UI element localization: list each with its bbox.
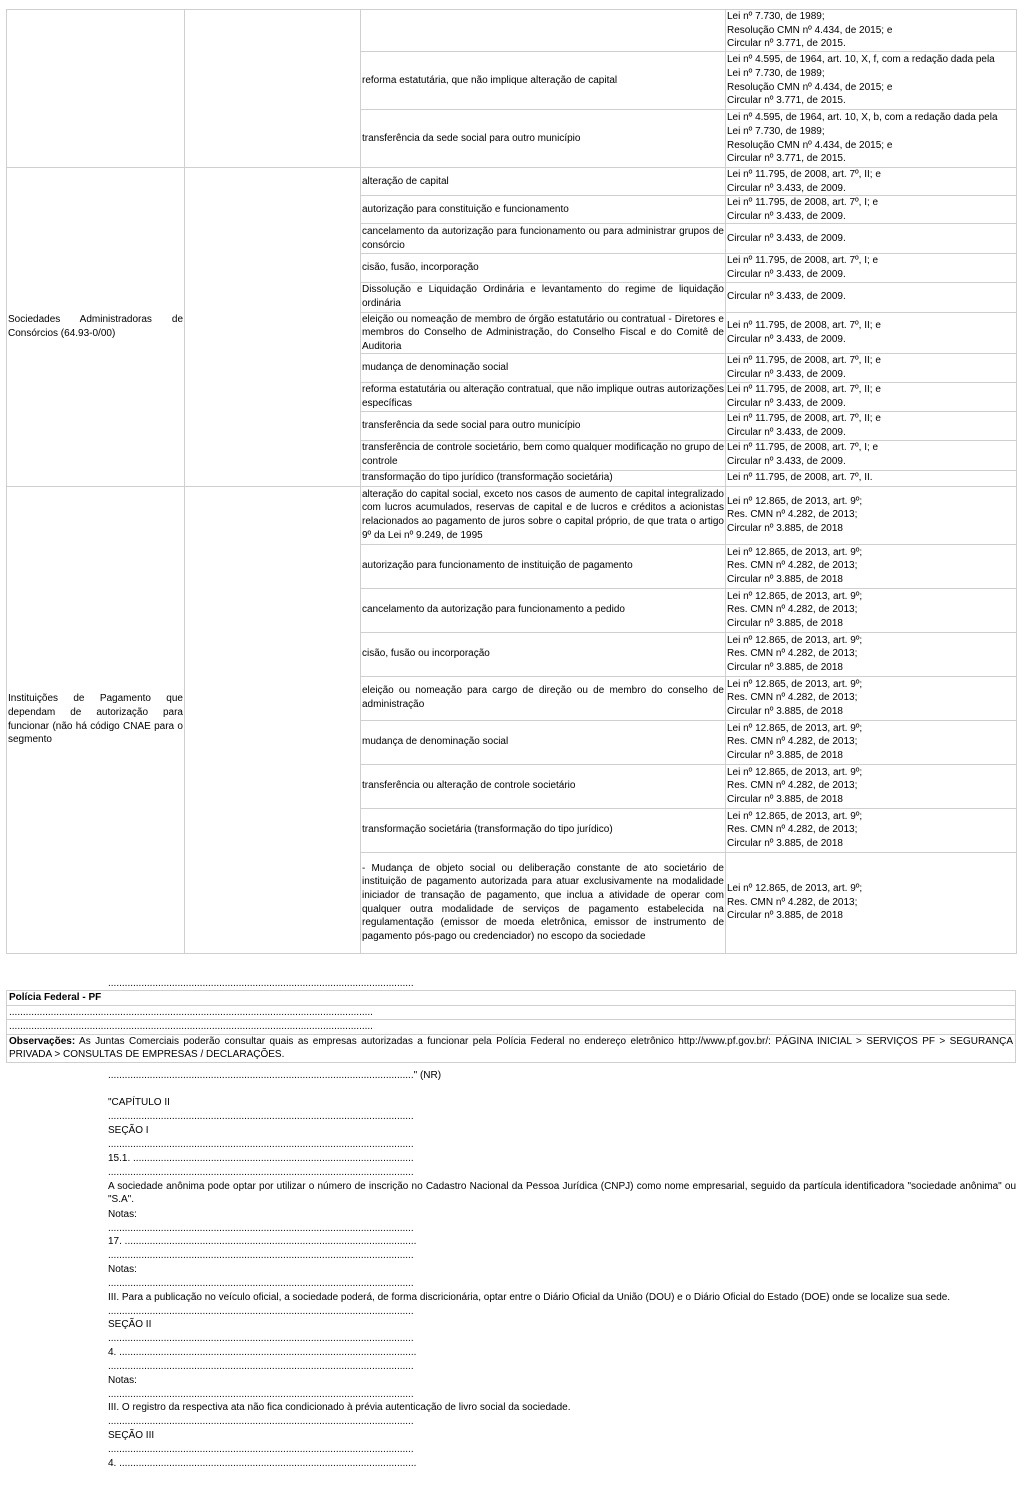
law-line: Lei nº 11.795, de 2008, art. 7º, I; e (727, 442, 879, 454)
law-line: Circular nº 3.433, de 2009. (727, 210, 846, 222)
law-cell (726, 544, 1017, 588)
law-cell (726, 411, 1017, 440)
law-line: Lei nº 12.865, de 2013, art. 9º; (727, 495, 863, 507)
law-line: Lei nº 12.865, de 2013, art. 9º; (727, 546, 863, 558)
law-line: Resolução CMN nº 4.434, de 2015; e (727, 81, 893, 93)
law-line: Circular nº 3.433, de 2009. (727, 268, 846, 280)
empty-cell (185, 10, 361, 168)
law-cell (726, 168, 1017, 196)
authorization-table (6, 9, 1017, 954)
act-cell: transferência ou alteração de controle societário (361, 764, 726, 808)
pf-title: Polícia Federal - PF (7, 991, 1015, 1006)
law-cell (726, 720, 1017, 764)
item-iii-publication: III. Para a publicação no veículo oficial, a sociedade poderá, de forma discricionária, optar entre o Diário Oficial da União (DOU) e o Diário Oficial do Estado (DOE) onde se localize sua sede. (108, 1292, 951, 1303)
law-cell (726, 382, 1017, 411)
act-cell: cisão, fusão, incorporação (361, 254, 726, 282)
empty-cell (185, 486, 361, 953)
law-line: Lei nº 12.865, de 2013, art. 9º; (727, 634, 863, 646)
law-cell (726, 440, 1017, 470)
law-line: Circular nº 3.433, de 2009. (727, 233, 846, 245)
table-row (7, 486, 1017, 544)
ellipsis-line: .............................................................................................................. (108, 1361, 414, 1372)
ellipsis-line: ................................................................................................................................... (7, 1006, 1015, 1021)
law-line: Circular nº 3.433, de 2009. (727, 456, 846, 468)
law-line: Lei nº 11.795, de 2008, art. 7º, II. (727, 472, 873, 484)
law-line: Lei nº 12.865, de 2013, art. 9º; (727, 678, 863, 690)
act-cell: cancelamento da autorização para funcionamento a pedido (361, 588, 726, 632)
act-cell (361, 10, 726, 52)
act-cell: eleição ou nomeação de membro de órgão estatutário ou contratual - Diretores e membros do Conselho de Administração, do Conselho Fiscal e do Comitê de Auditoria (361, 312, 726, 354)
law-line: Lei nº 12.865, de 2013, art. 9º; (727, 883, 863, 895)
ellipsis-line: .............................................................................................................. (108, 1250, 414, 1261)
chapter-heading: "CAPÍTULO II (108, 1097, 170, 1108)
law-cell (726, 282, 1017, 312)
law-cell (726, 632, 1017, 676)
law-line: Circular nº 3.885, de 2018 (727, 573, 843, 585)
empty-cell (185, 168, 361, 487)
item-iii-registro: III. O registro da respectiva ata não fica condicionado à prévia autenticação de livro social da sociedade. (108, 1402, 571, 1413)
ellipsis-line: ................................................................................................................................... (7, 1020, 1015, 1035)
law-cell (726, 486, 1017, 544)
table-row (7, 10, 1017, 52)
law-line: Res. CMN nº 4.282, de 2013; (727, 604, 858, 616)
section-heading: SEÇÃO III (108, 1430, 155, 1441)
segment-cell: Instituições de Pagamento que dependam de autorização para funcionar (não há código CNAE para o segmento (7, 486, 185, 953)
law-line: Circular nº 3.433, de 2009. (727, 368, 846, 380)
act-cell: autorização para constituição e funcionamento (361, 196, 726, 224)
law-line: Resolução CMN nº 4.434, de 2015; e (727, 139, 893, 151)
act-cell: cisão, fusão ou incorporação (361, 632, 726, 676)
law-cell (726, 588, 1017, 632)
law-line: Circular nº 3.885, de 2018 (727, 617, 843, 629)
law-line: Circular nº 3.433, de 2009. (727, 291, 846, 303)
act-cell: mudança de denominação social (361, 354, 726, 382)
law-line: Lei nº 11.795, de 2008, art. 7º, I; e (727, 197, 879, 209)
segment-cell (7, 10, 185, 168)
policia-federal-box (6, 990, 1016, 1063)
law-cell (726, 10, 1017, 52)
ellipsis-line: .............................................................................................................. (108, 1139, 414, 1150)
act-cell: transferência da sede social para outro município (361, 110, 726, 168)
law-cell (726, 52, 1017, 110)
law-cell (726, 852, 1017, 953)
law-line: Circular nº 3.433, de 2009. (727, 182, 846, 194)
pf-observations: Observações: As Juntas Comerciais poderão consultar quais as empresas autorizadas a funcionar pela Polícia Federal no endereço eletrônico http://www.pf.gov.br/: PÁGINA INICIAL > SERVIÇOS PF > SEGURANÇA PRIVADA > CONSULTAS DE EMPRESAS / DECLARAÇÕES. (9, 1035, 1013, 1060)
notes-label: Notas: (108, 1209, 137, 1220)
law-cell (726, 110, 1017, 168)
law-line: Lei nº 7.730, de 1989; (727, 67, 825, 79)
law-cell (726, 808, 1017, 852)
law-line: Lei nº 11.795, de 2008, art. 7º, I; e (727, 255, 879, 267)
law-line: Lei nº 11.795, de 2008, art. 7º, II; e (727, 355, 881, 367)
law-line: Res. CMN nº 4.282, de 2013; (727, 736, 858, 748)
law-line: Lei nº 12.865, de 2013, art. 9º; (727, 722, 863, 734)
law-line: Resolução CMN nº 4.434, de 2015; e (727, 24, 893, 36)
item-15-1: 15.1. ..................................................................................................... (108, 1153, 414, 1164)
law-line: Circular nº 3.885, de 2018 (727, 793, 843, 805)
act-cell: autorização para funcionamento de instituição de pagamento (361, 544, 726, 588)
law-line: Lei nº 4.595, de 1964, art. 10, X, b, com a redação dada pela (727, 112, 998, 124)
act-cell: transformação do tipo jurídico (transformação societária) (361, 470, 726, 486)
act-cell: transferência de controle societário, bem como qualquer modificação no grupo de controle (361, 440, 726, 470)
law-line: Res. CMN nº 4.282, de 2013; (727, 824, 858, 836)
law-line: Circular nº 3.885, de 2018 (727, 522, 843, 534)
notes-label: Notas: (108, 1264, 137, 1275)
segment-cell: Sociedades Administradoras de Consórcios (64.93-0/00) (7, 168, 185, 487)
law-line: Circular nº 3.771, de 2015. (727, 38, 846, 50)
law-line: Res. CMN nº 4.282, de 2013; (727, 896, 858, 908)
item-4: 4. ........................................................................................................... (108, 1347, 417, 1358)
item-17: 17. ......................................................................................................... (108, 1236, 417, 1247)
section-heading: SEÇÃO II (108, 1319, 152, 1330)
notes-label: Notas: (108, 1375, 137, 1386)
law-line: Circular nº 3.885, de 2018 (727, 661, 843, 673)
law-line: Circular nº 3.885, de 2018 (727, 910, 843, 922)
act-cell: cancelamento da autorização para funcionamento ou para administrar grupos de consórcio (361, 224, 726, 254)
act-cell: alteração de capital (361, 168, 726, 196)
item-4: 4. ........................................................................................................... (108, 1458, 417, 1469)
law-line: Circular nº 3.885, de 2018 (727, 705, 843, 717)
law-cell (726, 676, 1017, 720)
act-cell: transformação societária (transformação do tipo jurídico) (361, 808, 726, 852)
law-line: Circular nº 3.885, de 2018 (727, 749, 843, 761)
law-line: Lei nº 11.795, de 2008, art. 7º, II; e (727, 320, 881, 332)
law-line: Circular nº 3.433, de 2009. (727, 333, 846, 345)
act-cell: - Mudança de objeto social ou deliberação constante de ato societário de instituição de pagamento autorizada para atuar exclusivamente na modalidade iniciador de transação de pagamento, que inclua a atividade de operar com qualquer outra modalidade de serviços de pagamento estabelecida na regulamentação (emissor de moeda eletrônica, emissor de instrumento de pagamento pós-pago ou credenciador) no escopo da sociedade (361, 852, 726, 953)
law-line: Res. CMN nº 4.282, de 2013; (727, 692, 858, 704)
ellipsis-line: .............................................................................................................. (108, 1223, 414, 1234)
law-line: Circular nº 3.771, de 2015. (727, 153, 846, 165)
law-line: Lei nº 11.795, de 2008, art. 7º, II; e (727, 412, 881, 424)
law-cell (726, 764, 1017, 808)
ellipsis-line: .............................................................................................................. (108, 1444, 414, 1455)
act-cell: transferência da sede social para outro município (361, 411, 726, 440)
law-line: Res. CMN nº 4.282, de 2013; (727, 780, 858, 792)
ellipsis-line: .............................................................................................................. (108, 1333, 414, 1344)
ellipsis-line: .............................................................................................................. (108, 1167, 414, 1178)
act-cell: Dissolução e Liquidação Ordinária e levantamento do regime de liquidação ordinária (361, 282, 726, 312)
ellipsis-line: .............................................................................................................. (108, 1306, 414, 1317)
law-line: Lei nº 12.865, de 2013, art. 9º; (727, 766, 863, 778)
ellipsis-line: .............................................................................................................. (108, 1389, 414, 1400)
ellipsis-line: .............................................................................................................. (108, 1416, 414, 1427)
law-line: Circular nº 3.433, de 2009. (727, 397, 846, 409)
act-cell: eleição ou nomeação para cargo de direção ou de membro do conselho de administração (361, 676, 726, 720)
section-heading: SEÇÃO I (108, 1125, 149, 1136)
ellipsis-line: .............................................................................................................. (108, 1278, 414, 1289)
law-cell (726, 354, 1017, 382)
act-cell: alteração do capital social, exceto nos casos de aumento de capital integralizado com lucros acumulados, reservas de capital e de lucros e créditos a acionistas relacionados ao pagamento de juros sobre o capital próprio, de que trata o artigo 9º da Lei nº 9.249, de 1995 (361, 486, 726, 544)
law-line: Lei nº 7.730, de 1989; (727, 11, 825, 23)
law-line: Circular nº 3.433, de 2009. (727, 426, 846, 438)
ellipsis-line: .............................................................................................................. (108, 1111, 414, 1122)
act-cell: reforma estatutária, que não implique alteração de capital (361, 52, 726, 110)
law-cell (726, 312, 1017, 354)
law-line: Res. CMN nº 4.282, de 2013; (727, 560, 858, 572)
law-line: Lei nº 11.795, de 2008, art. 7º, II; e (727, 169, 881, 180)
act-cell: reforma estatutária ou alteração contratual, que não implique outras autorizações específicas (361, 382, 726, 411)
law-line: Lei nº 12.865, de 2013, art. 9º; (727, 810, 863, 822)
law-cell (726, 254, 1017, 282)
law-line: Res. CMN nº 4.282, de 2013; (727, 648, 858, 660)
law-cell (726, 470, 1017, 486)
law-line: Circular nº 3.885, de 2018 (727, 837, 843, 849)
law-cell (726, 196, 1017, 224)
law-line: Res. CMN nº 4.282, de 2013; (727, 509, 858, 521)
table-row (7, 168, 1017, 196)
law-line: Lei nº 12.865, de 2013, art. 9º; (727, 590, 863, 602)
ellipsis-line: .............................................................................................................. (108, 978, 414, 989)
law-line: Lei nº 7.730, de 1989; (727, 125, 825, 137)
law-line: Circular nº 3.771, de 2015. (727, 95, 846, 107)
anon-paragraph: A sociedade anônima pode optar por utilizar o número de inscrição no Cadastro Nacional da Pessoa Jurídica (CNPJ) como nome empresarial, seguido da partícula identificadora "sociedade anônima" ou "S.A". (108, 1181, 1016, 1205)
act-cell: mudança de denominação social (361, 720, 726, 764)
law-line: Lei nº 11.795, de 2008, art. 7º, II; e (727, 383, 881, 395)
nr-line: .............................................................................................................." (NR) (108, 1070, 442, 1081)
law-line: Lei nº 4.595, de 1964, art. 10, X, f, com a redação dada pela (727, 54, 995, 66)
law-cell (726, 224, 1017, 254)
